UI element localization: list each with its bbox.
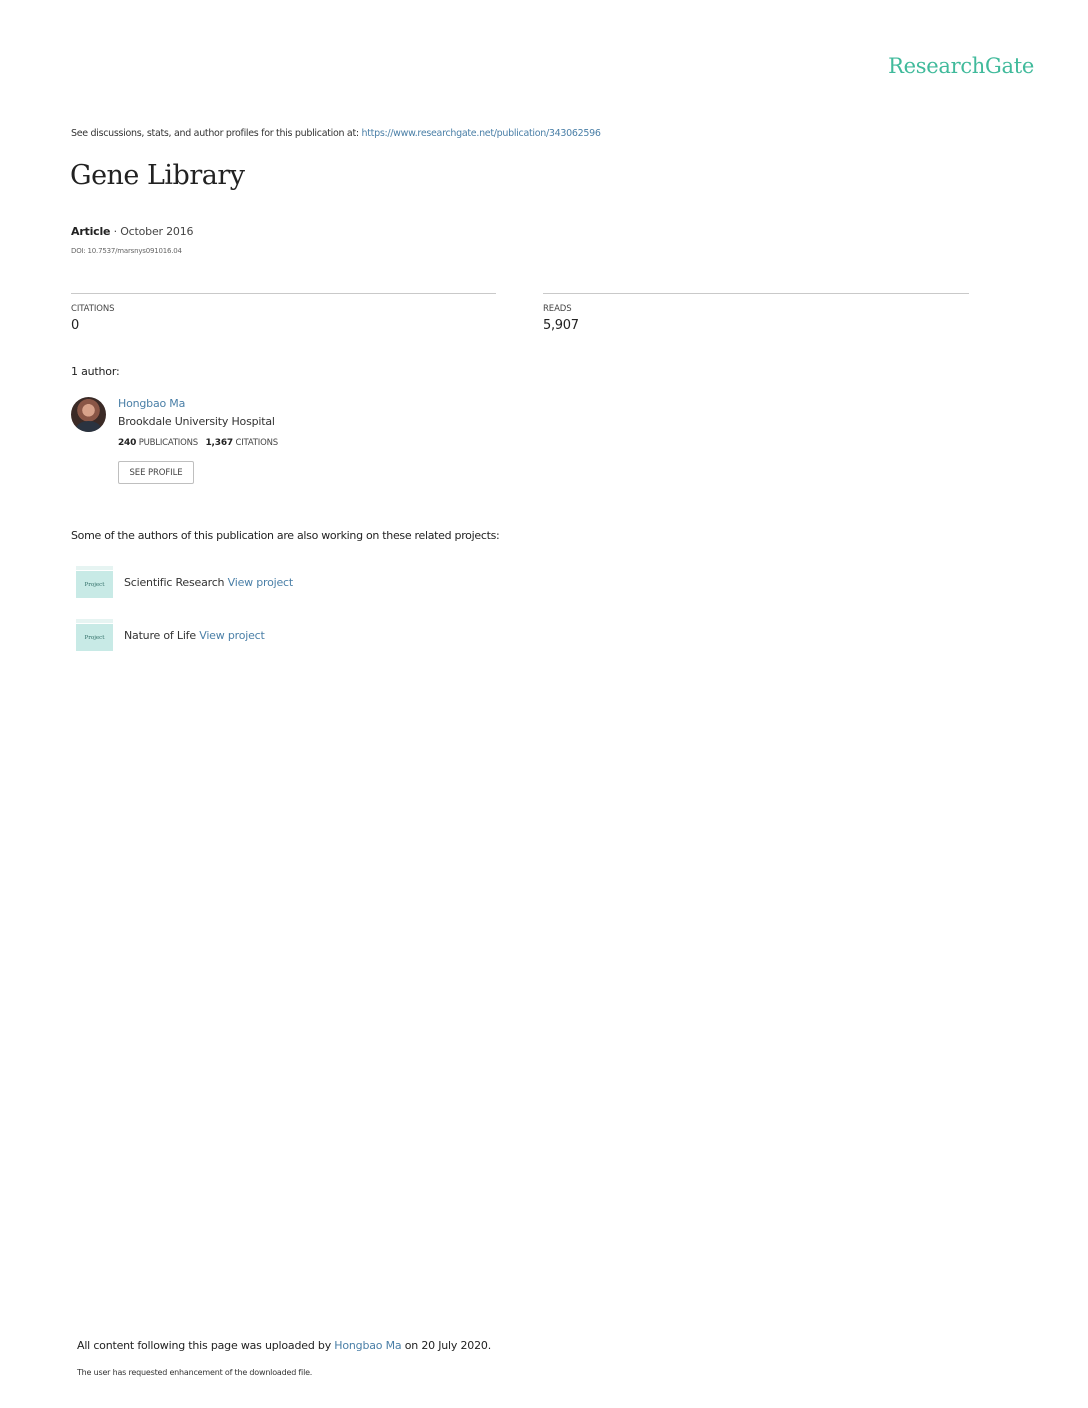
author-stats: [118, 438, 278, 448]
upload-prefix: All content following this page was uploaded by: [77, 1339, 331, 1352]
publication-title: Gene Library: [70, 160, 245, 191]
project-icon-label: Project: [84, 581, 105, 588]
see-profile-button[interactable]: SEE PROFILE: [118, 461, 194, 484]
upload-info: [77, 1339, 491, 1352]
author-name-link[interactable]: Hongbao Ma: [118, 397, 186, 410]
researchgate-logo[interactable]: ResearchGate: [888, 54, 1034, 78]
project-folder-icon[interactable]: [76, 619, 113, 651]
disclaimer-text: See discussions, stats, and author profiles for this publication at:: [71, 128, 359, 139]
project-name: Scientific Research: [124, 576, 225, 589]
citations-value: 0: [71, 318, 79, 333]
upload-suffix: on 20 July 2020.: [404, 1339, 491, 1352]
publication-meta: [71, 225, 193, 238]
publication-url-link[interactable]: https://www.researchgate.net/publication/343062596: [361, 128, 601, 139]
author-institution: Brookdale University Hospital: [118, 415, 275, 428]
publication-date: · October 2016: [110, 225, 194, 238]
author-publications-count: 240: [118, 438, 137, 448]
enhancement-note: The user has requested enhancement of the downloaded file.: [77, 1368, 313, 1377]
authors-heading: 1 author:: [71, 365, 120, 378]
uploader-link[interactable]: Hongbao Ma: [334, 1339, 402, 1352]
author-avatar[interactable]: [71, 397, 106, 432]
reads-label: READS: [543, 304, 572, 314]
author-citations-count: 1,367: [205, 438, 233, 448]
publication-type: Article: [71, 225, 111, 238]
project-icon-label: Project: [84, 634, 105, 641]
citations-divider: [71, 293, 496, 294]
publication-doi: DOI: 10.7537/marsnys091016.04: [71, 247, 182, 255]
view-project-link[interactable]: View project: [227, 576, 294, 589]
project-item: [124, 629, 265, 642]
project-item: [124, 576, 293, 589]
project-name: Nature of Life: [124, 629, 196, 642]
related-projects-heading: Some of the authors of this publication are also working on these related projects:: [71, 529, 500, 542]
author-publications-label: PUBLICATIONS: [138, 438, 198, 448]
citations-label: CITATIONS: [71, 304, 115, 314]
publication-disclaimer: [71, 128, 601, 139]
reads-value: 5,907: [543, 318, 579, 333]
author-citations-label: CITATIONS: [235, 438, 278, 448]
view-project-link[interactable]: View project: [199, 629, 265, 642]
project-folder-icon[interactable]: [76, 566, 113, 598]
reads-divider: [543, 293, 969, 294]
